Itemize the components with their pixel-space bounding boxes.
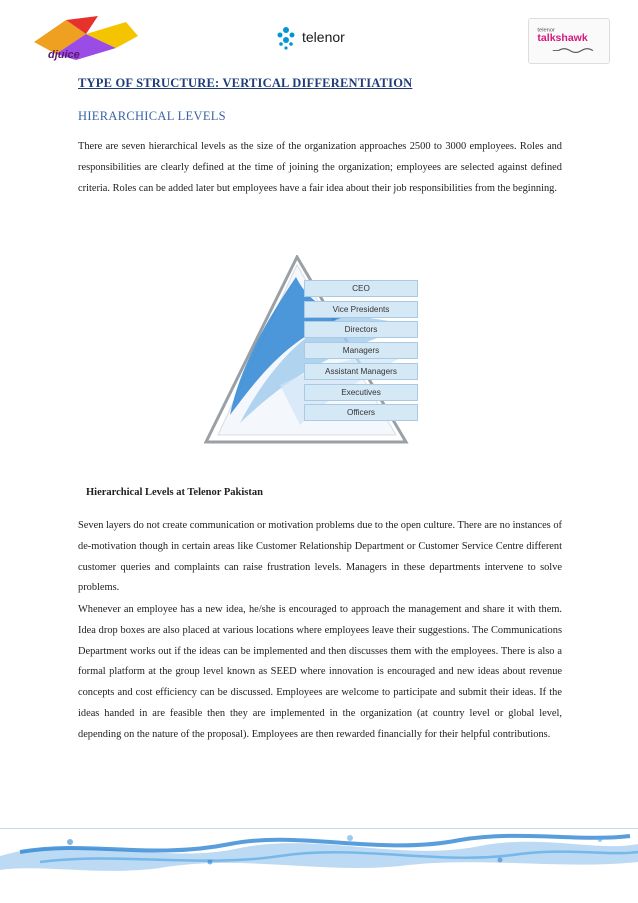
section-heading: HIERARCHICAL LEVELS [78,109,226,123]
hierarchy-level-officers: Officers [304,404,418,421]
figure-caption: Hierarchical Levels at Telenor Pakistan [86,487,263,498]
hierarchy-level-vice-presidents: Vice Presidents [304,301,418,318]
telenor-logo [272,22,382,52]
talkshawk-logo-text: talkshawk [537,32,588,44]
paragraph-intro: There are seven hierarchical levels as the size of the organization approaches 2500 to 3000 employees. Roles and responsibilities are clearly defined at the time of joining the organization; employees are selected against defined criteria. Roles can be added later but employees have a fair idea about their job responsibilities from the beginning. [78,141,562,194]
djuice-logo-text: djuice [48,49,80,61]
paragraph-ideas: Whenever an employee has a new idea, he/she is encouraged to approach the management and share it with them. Idea drop boxes are also placed at various locations where employees leave their suggestions. The Communications Department works out if the ideas can be implemented and then discusses them with the employees. There is also a formal platform at the group level known as SEED where innovation is encouraged and new ideas about revenue concepts and cost efficiency can be discussed. Employees are welcome to participate and submit their ideas. If the ideas handed in are feasible then they are implemented in the organization (at country level or global level, depending on the nature of the proposal). Employees are then rewarded financially for their helpful contributions. [78,604,562,740]
document-title: TYPE OF STRUCTURE: VERTICAL DIFFERENTIATION [78,76,413,90]
paragraph-culture: Seven layers do not create communication or motivation problems due to the open culture. There are no instances of de-motivation though in certain areas like Customer Relationship Department or Customer Service Centre different customer queries and complaints can raise frustration levels. Managers in these departments intervene to solve problems. [78,520,562,594]
telenor-logo-text: telenor [302,29,345,45]
hierarchy-level-ceo: CEO [304,280,418,297]
footer-decoration [0,822,638,874]
hierarchy-level-assistant-managers: Assistant Managers [304,363,418,380]
talkshawk-logo [528,18,610,64]
djuice-logo [26,14,146,62]
hierarchy-level-executives: Executives [304,384,418,401]
hierarchy-level-managers: Managers [304,342,418,359]
talkshawk-brand-text: telenor [537,27,555,34]
hierarchy-level-directors: Directors [304,321,418,338]
